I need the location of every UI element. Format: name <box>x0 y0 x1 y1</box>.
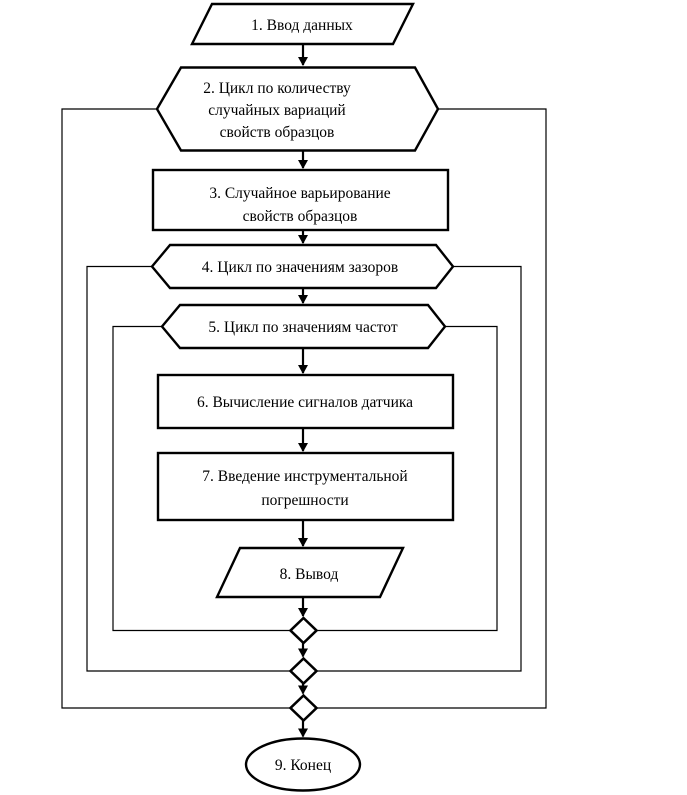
node-loop-frequencies-label: 5. Цикл по значениям частот <box>208 319 398 336</box>
node-loop-variations-label-2: случайных вариаций <box>208 102 346 119</box>
loop-end-variations-diamond <box>291 696 317 721</box>
node-compute-signals-label: 6. Вычисление сигналов датчика <box>196 394 414 411</box>
loop-end-frequencies-diamond <box>291 618 317 643</box>
loop-end-gaps-diamond <box>291 659 317 684</box>
node-output-label: 8. Вывод <box>279 566 339 583</box>
node-loop-variations-label-1: 2. Цикл по количеству <box>203 80 351 97</box>
node-end-label: 9. Конец <box>274 757 332 774</box>
node-random-variation-label-2: свойств образцов <box>242 208 358 225</box>
node-instrumental-error-label-1: 7. Введение инструментальной <box>202 468 408 485</box>
node-input-label: 1. Ввод данных <box>251 17 353 34</box>
node-random-variation-label-1: 3. Случайное варьирование <box>209 185 391 202</box>
node-instrumental-error-rect <box>158 453 453 520</box>
node-loop-gaps-label: 4. Цикл по значениям зазоров <box>201 259 399 276</box>
node-loop-variations-label-3: свойств образцов <box>219 124 335 141</box>
node-instrumental-error-label-2: погрешности <box>261 492 349 509</box>
